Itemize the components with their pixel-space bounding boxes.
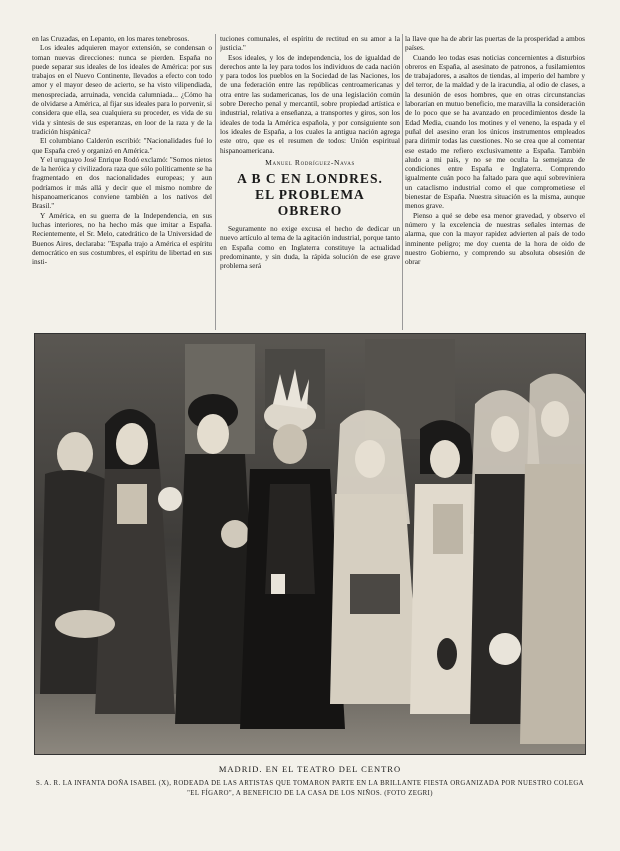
column-right bbox=[405, 34, 585, 330]
col1-paragraph: Los ideales adquieren mayor extensión, se condensan o toman nuevas direcciones: nunca se pierden. España no puede separar sus ideales de los ideales de América: por sus trabajos en el Nuevo Continente, llevados a efecto con todo amor y el mayor deseo de acierto, se ha visto vilipendiada, menospreciada, arruinada, vencida calumniada... ¿Cómo ha de olvidarse a América, al fijar sus ideales para lo porvenir, si considera que ella, sea cualquiera su proceder, es vida de su vida y síntesis de sus esperanzas, en loor de la raza y de la tradición hispánica? bbox=[32, 43, 212, 136]
col1-paragraph: Y América, en su guerra de la Independencia, en sus luchas interiores, no ha hecho más que imitar a España. Recientemente, el Sr. Melo, catedrático de la Universidad de Buenos Aires, declaraba: "España trajo a América el espíritu democrático en sus costumbres, el espíritu de libertad en sus insti- bbox=[32, 210, 212, 267]
photo-caption-text: S. A. R. LA INFANTA DOÑA ISABEL (X), RODEADA DE LAS ARTISTAS QUE TOMARON PARTE EN LA BRILLANTE FIESTA ORGANIZADA POR NUESTRO COLEGA "EL FÍGARO", A BENEFICIO DE LA CASA DE LOS NIÑOS. (FOTO ZEGRI) bbox=[36, 780, 584, 797]
col1-paragraph: El columbiano Calderón escribió: "Nacionalidades fué lo que España creó y organizó en América." bbox=[32, 136, 212, 155]
col2-paragraph: Esos ideales, y los de independencia, los de igualdad de derechos ante la ley para todos los individuos de cada nación y para todos los pueblos en la Sociedad de las Naciones, los de una federación entre las repúblicas centroamericanas y otra entre las sudamericanas, los de una legislación común sobre Derecho penal y mercantil, sobre propiedad artística e industrial, relativa a enseñanza, a transportes y giros, son los ideales de toda la América española, y por consiguiente son los ideales de España, a los cuales la antigua nación agrega este otro, que es el resumen de todos: Unión espiritual hispanoamericana. bbox=[220, 52, 400, 155]
col1-paragraph: en las Cruzadas, en Lepanto, en los mares tenebrosos. bbox=[32, 34, 190, 43]
article-signature: Manuel Rodríguez-Navas bbox=[265, 157, 355, 167]
photo-caption-title: MADRID. EN EL TEATRO DEL CENTRO bbox=[218, 764, 402, 774]
headline-line-3: OBRERO bbox=[277, 203, 343, 219]
column-middle bbox=[220, 34, 400, 330]
article-headline bbox=[220, 171, 400, 219]
column-left bbox=[32, 34, 212, 330]
column-rule-right bbox=[402, 34, 403, 330]
col2b-paragraph: Seguramente no exige excusa el hecho de dedicar un nuevo artículo al tema de la agitación industrial, porque tanto en España como en Inglaterra constituye la actualidad predominante, y sin duda, la rápida solución de ese grave problema será bbox=[220, 224, 400, 271]
headline-line-1: A B C EN LONDRES. bbox=[237, 171, 383, 187]
column-rule-left bbox=[215, 34, 216, 330]
col3-paragraph: Cuando leo todas esas noticias concernientes a disturbios obreros en España, al asesinato de patronos, a fusilamientos de trabajadores, a asaltos de tiendas, al imperio del hambre y del terror, de la maldad y de la iracundia, al odio de clases, a la desunión de esos hombres, que en otras circunstancias laborarían en mutuo beneficio, me maravilla la consideración de lo poco que se ha avanzado en procedimientos desde la Edad Media, cuando los motines y el veneno, la espada y el puñal del asesino eran los únicos instrumentos empleados para dirimir todas las cuestiones. No se crea que al comentar ese estado me refiero exclusivamente a España. También aludo a mi país, y no se me oculta la semejanza de condiciones entre España e Inglaterra. Comprendo igualmente cuán poco ha faltado para que aquí sobreviniera un cataclismo industrial como el que comprometiese el bienestar de España. Nuestra situación es la misma, aunque menos grave. bbox=[405, 52, 585, 211]
headline-line-2: EL PROBLEMA bbox=[255, 187, 365, 203]
col3-paragraph: la llave que ha de abrir las puertas de la prosperidad a ambos países. bbox=[405, 34, 585, 53]
group-photograph bbox=[34, 333, 586, 755]
col2-paragraph: tuciones comunales, el espíritu de rectitud en su amor a la justicia." bbox=[220, 34, 400, 53]
col1-paragraph: Y el uruguayo José Enrique Rodó exclamó: "Somos nietos de la heróica y civilizadora raza que sólo políticamente se ha fragmentado en dos nacionalidades europeas; y aun podríamos ir más allá y decir que el mismo nombre de hispanoamericanos conviene también a los nativos del Brasil." bbox=[32, 154, 212, 211]
col3-paragraph: Pienso a qué se debe esa menor gravedad, y observo el número y la excelencia de nuestras señales internas de alarma, que con la mayor rapidez advierten al país de todo inminente peligro; me doy cuenta de la hora de oido de nuestro Gobierno, y comprendo su absoluta obsesión de obrar bbox=[405, 210, 585, 267]
